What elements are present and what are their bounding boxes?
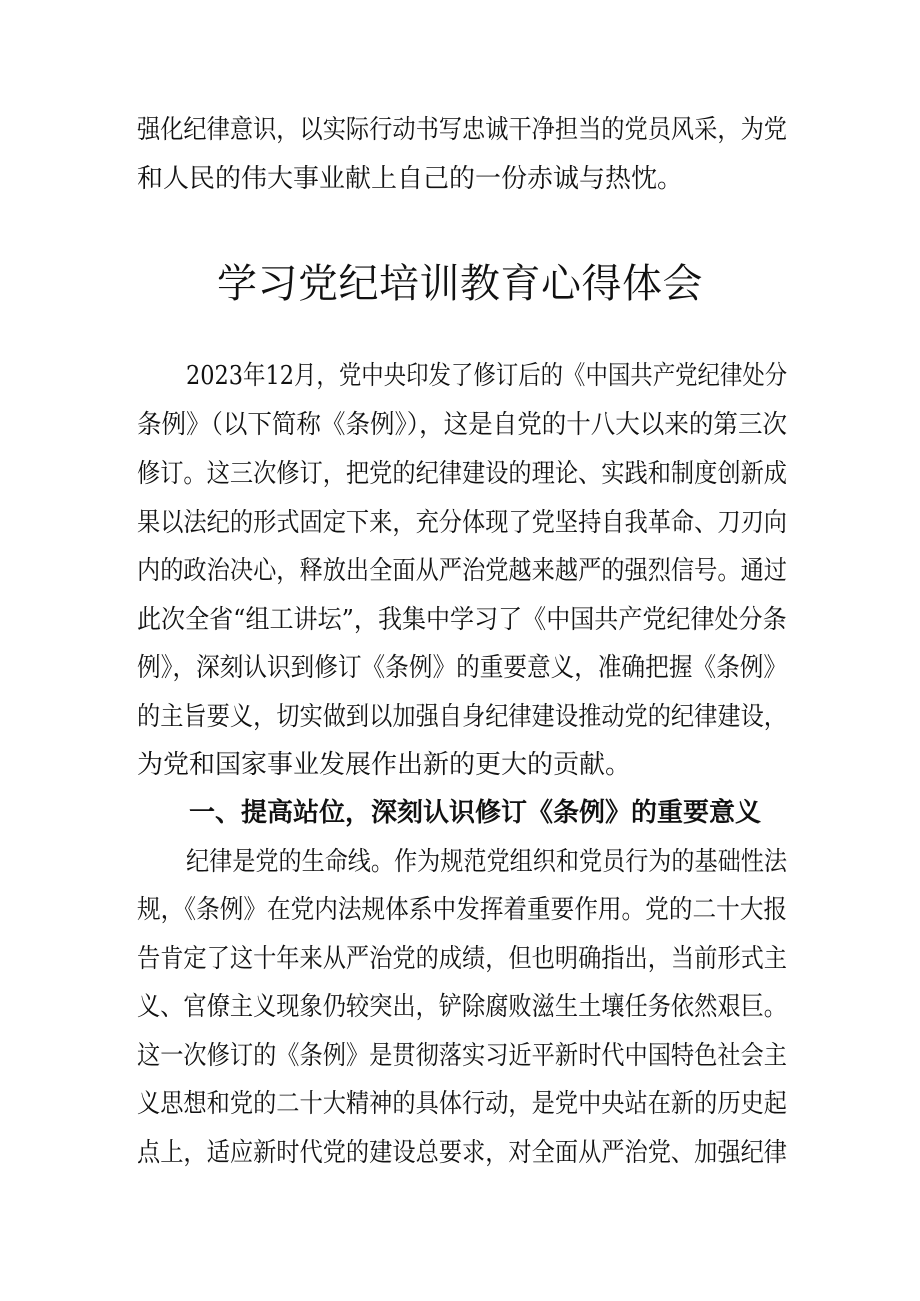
paragraph2-line-3: 告肯定了这十年来从严治党的成绩，但也明确指出，当前形式主: [137, 944, 788, 974]
paragraph1-line-3: 修订。这三次修订，把党的纪律建设的理论、实践和制度创新成: [137, 459, 788, 489]
section1-heading: 一、提高站位，深刻认识修订《条例》的重要意义: [189, 798, 762, 828]
paragraph1-line-8: 的主旨要义，切实做到以加强自身纪律建设推动党的纪律建设，: [137, 702, 788, 732]
paragraph1-line-6: 此次全省“组工讲坛”，我集中学习了《中国共产党纪律处分条: [137, 605, 787, 635]
paragraph2-line-2: 规，《条例》在党内法规体系中发挥着重要作用。党的二十大报: [137, 895, 788, 925]
intro-line-1: 强化纪律意识，以实际行动书写忠诚干净担当的党员风采，为党: [137, 115, 788, 145]
paragraph2-line-5: 这一次修订的《条例》是贯彻落实习近平新时代中国特色社会主: [137, 1041, 788, 1071]
paragraph2-line-7: 点上，适应新时代党的建设总要求，对全面从严治党、加强纪律: [137, 1138, 788, 1168]
paragraph2-line-1: 纪律是党的生命线。作为规范党组织和党员行为的基础性法: [186, 847, 788, 877]
paragraph2-line-4: 义、官僚主义现象仍较突出，铲除腐败滋生土壤任务依然艰巨。: [137, 992, 788, 1022]
paragraph1-line-1: 2023年12月，党中央印发了修订后的《中国共产党纪律处分: [186, 361, 788, 391]
paragraph2-line-6: 义思想和党的二十大精神的具体行动，是党中央站在新的历史起: [137, 1089, 788, 1119]
paragraph1-line-9: 为党和国家事业发展作出新的更大的贡献。: [137, 750, 632, 780]
document-title: 学习党纪培训教育心得体会: [217, 261, 703, 307]
paragraph1-line-4: 果以法纪的形式固定下来，充分体现了党坚持自我革命、刀刃向: [137, 508, 788, 538]
paragraph1-line-2: 条例》（以下简称《条例》），这是自党的十八大以来的第三次: [137, 410, 788, 440]
paragraph1-line-5: 内的政治决心，释放出全面从严治党越来越严的强烈信号。通过: [137, 556, 788, 586]
paragraph1-line-7: 例》，深刻认识到修订《条例》的重要意义，准确把握《条例》: [137, 653, 788, 683]
intro-line-2: 和人民的伟大事业献上自己的一份赤诚与热忱。: [137, 164, 684, 194]
